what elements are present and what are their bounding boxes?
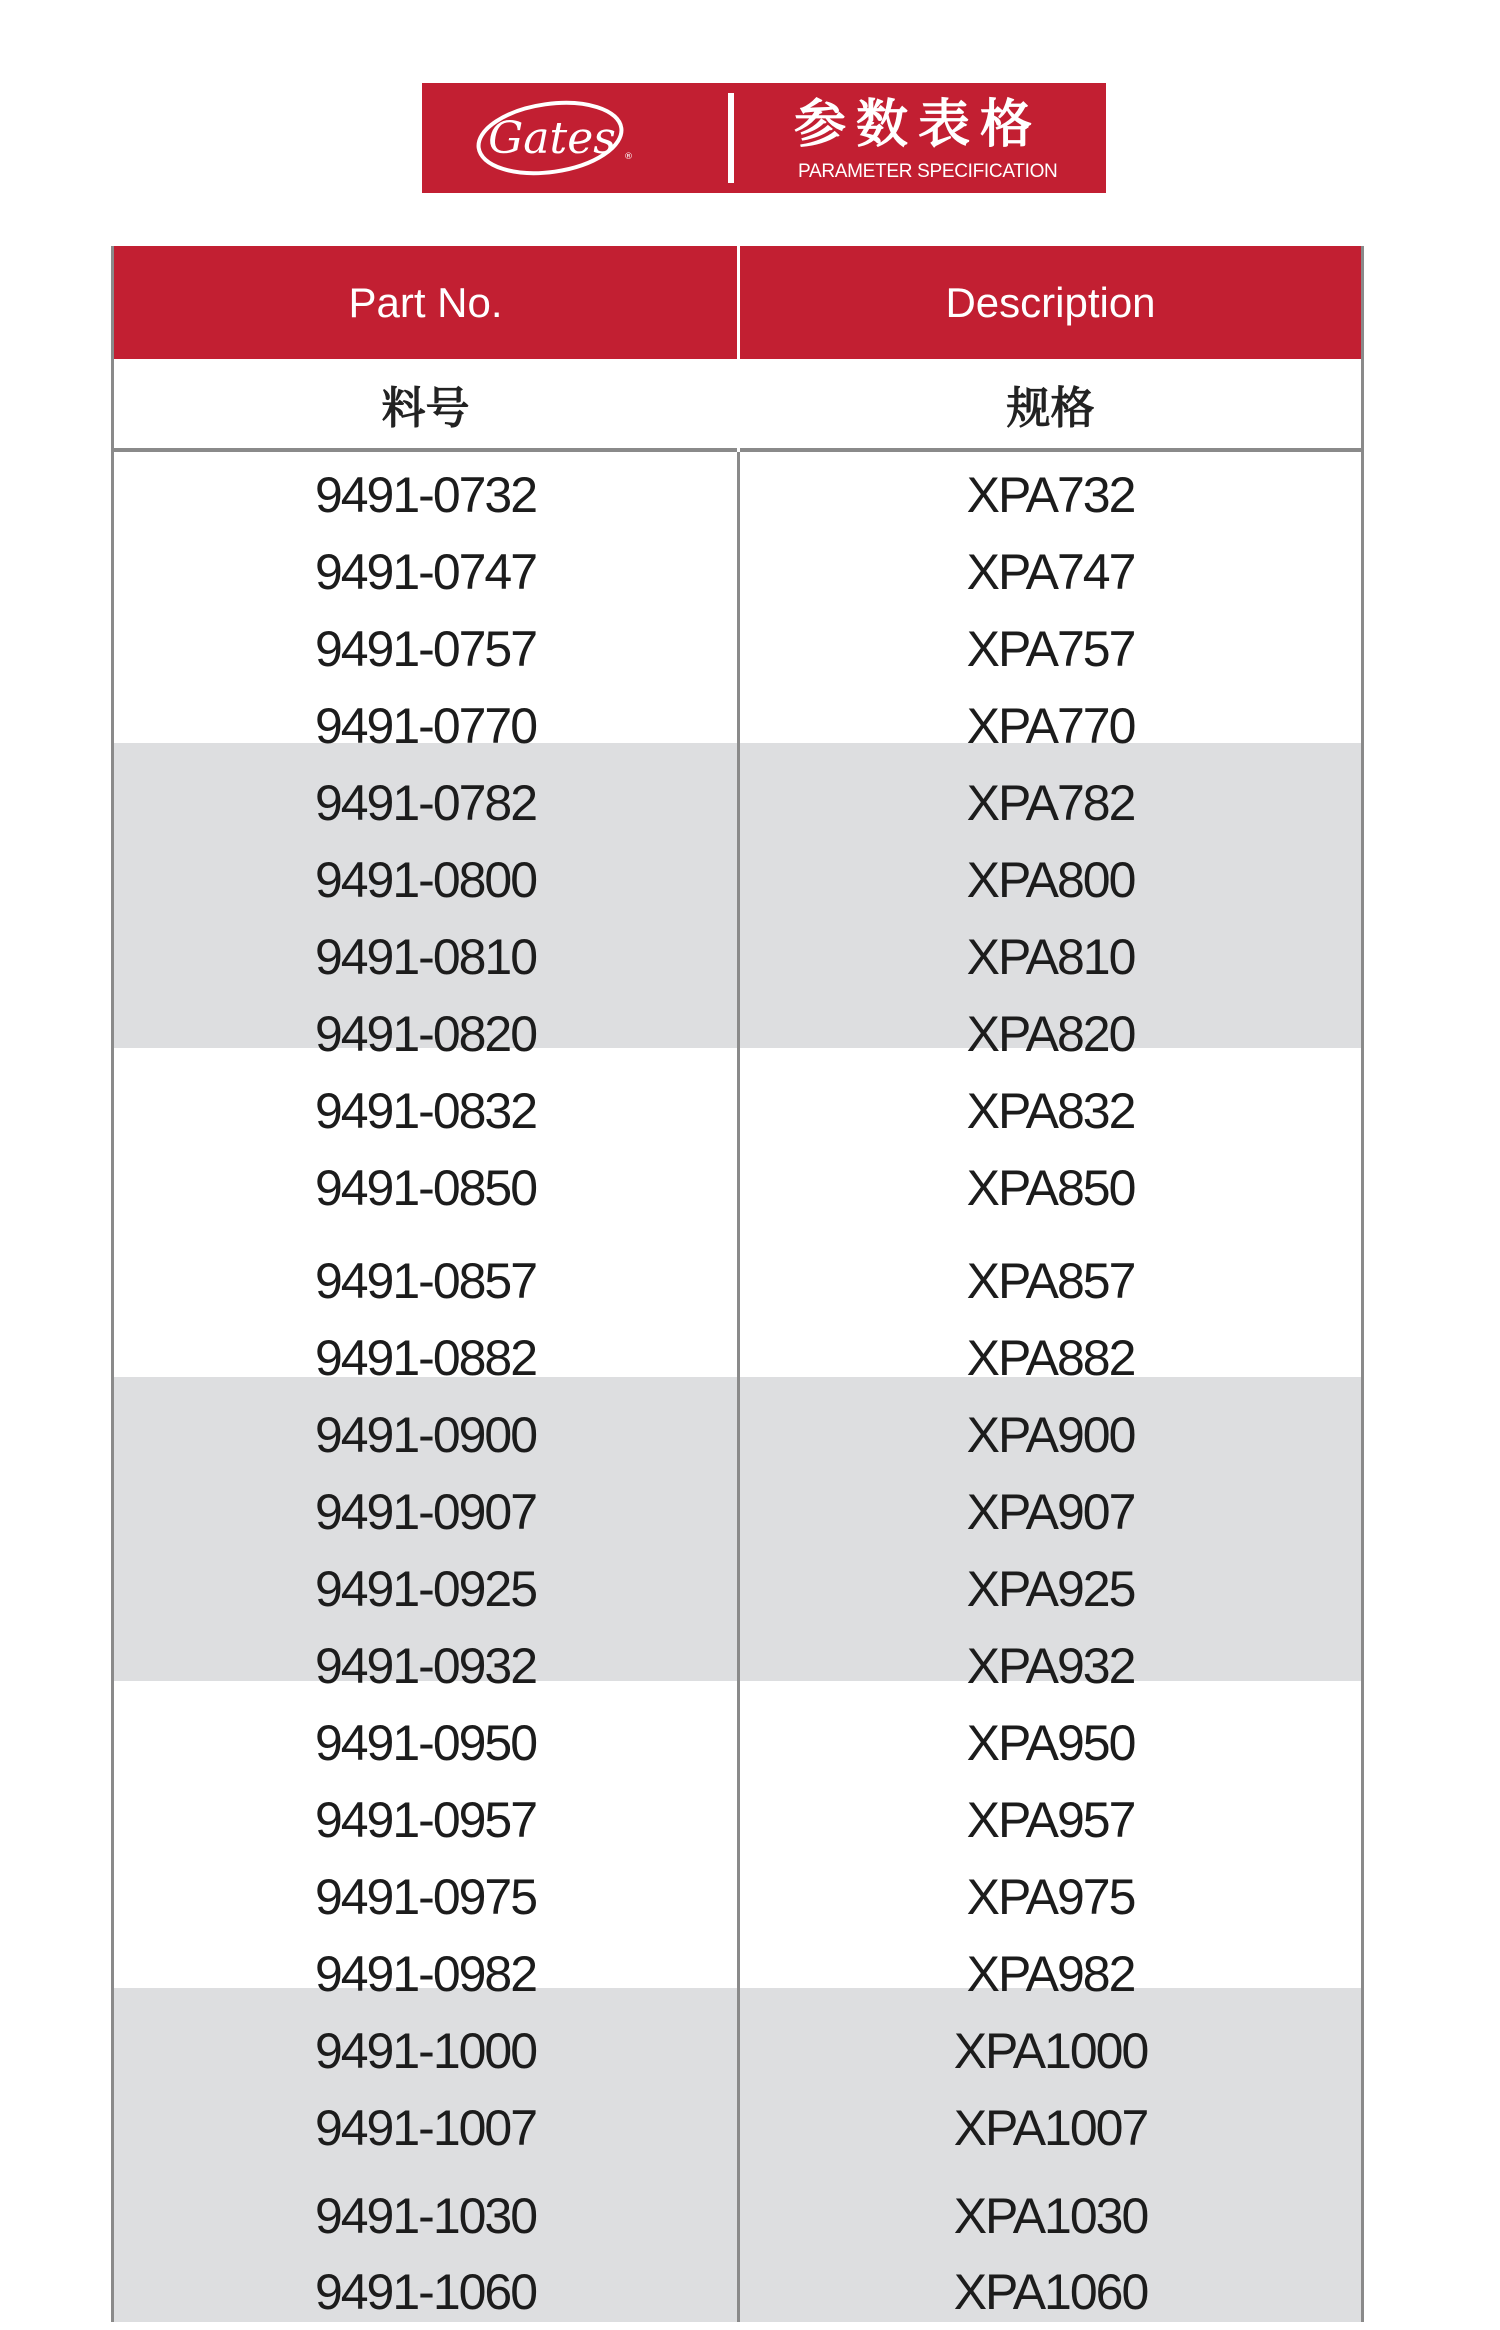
part-no-cell: 9491-1007 xyxy=(314,2100,537,2156)
spec-banner xyxy=(422,83,1106,193)
description-cell: XPA832 xyxy=(966,1083,1135,1139)
table-row xyxy=(114,534,1361,610)
table-row xyxy=(114,1551,1361,1627)
banner-subtitle: PARAMETER SPECIFICATION xyxy=(798,161,1058,182)
table-row xyxy=(114,842,1361,918)
part-no-cell: 9491-0975 xyxy=(314,1869,537,1925)
table-row xyxy=(114,2254,1361,2330)
description-cell: XPA747 xyxy=(966,544,1135,600)
table-row xyxy=(114,1628,1361,1704)
table-row xyxy=(114,1397,1361,1473)
part-no-cell: 9491-0732 xyxy=(314,467,537,523)
part-no-cell: 9491-0882 xyxy=(314,1330,537,1386)
description-cell: XPA925 xyxy=(966,1561,1135,1617)
description-cell: XPA732 xyxy=(966,467,1135,523)
svg-text:®: ® xyxy=(624,152,633,162)
part-no-cell: 9491-0900 xyxy=(314,1407,537,1463)
table-row xyxy=(114,688,1361,764)
header-part-no-zh: 料号 xyxy=(381,382,470,434)
description-cell: XPA1030 xyxy=(953,2188,1148,2244)
description-cell: XPA907 xyxy=(966,1484,1135,1540)
part-no-cell: 9491-0932 xyxy=(314,1638,537,1694)
table-row xyxy=(114,1859,1361,1935)
description-cell: XPA900 xyxy=(966,1407,1135,1463)
table-body xyxy=(114,246,1361,2322)
part-no-cell: 9491-0957 xyxy=(314,1792,537,1848)
table-row xyxy=(114,2178,1361,2254)
part-no-cell: 9491-0850 xyxy=(314,1160,537,1216)
description-cell: XPA1060 xyxy=(953,2264,1148,2320)
table-row xyxy=(114,1243,1361,1319)
part-no-cell: 9491-0857 xyxy=(314,1253,537,1309)
part-no-cell: 9491-0757 xyxy=(314,621,537,677)
parameter-table xyxy=(111,246,1364,2322)
part-no-cell: 9491-0950 xyxy=(314,1715,537,1771)
table-row xyxy=(114,1474,1361,1550)
part-no-cell: 9491-0747 xyxy=(314,544,537,600)
table-row xyxy=(114,1936,1361,2012)
table-row xyxy=(114,996,1361,1072)
part-no-cell: 9491-0907 xyxy=(314,1484,537,1540)
part-no-cell: 9491-0820 xyxy=(314,1006,537,1062)
part-no-cell: 9491-0800 xyxy=(314,852,537,908)
description-cell: XPA932 xyxy=(966,1638,1135,1694)
table-row xyxy=(114,1150,1361,1226)
description-cell: XPA782 xyxy=(966,775,1135,831)
header-description-zh: 规格 xyxy=(1006,382,1095,434)
banner-divider xyxy=(728,93,734,183)
table-row xyxy=(114,2013,1361,2089)
description-cell: XPA850 xyxy=(966,1160,1135,1216)
description-cell: XPA857 xyxy=(966,1253,1135,1309)
description-cell: XPA950 xyxy=(966,1715,1135,1771)
description-cell: XPA800 xyxy=(966,852,1135,908)
description-cell: XPA770 xyxy=(966,698,1135,754)
table-row xyxy=(114,919,1361,995)
header-part-no: Part No. xyxy=(348,278,503,326)
table-row xyxy=(114,765,1361,841)
description-cell: XPA882 xyxy=(966,1330,1135,1386)
description-cell: XPA1007 xyxy=(953,2100,1148,2156)
description-cell: XPA975 xyxy=(966,1869,1135,1925)
table-row xyxy=(114,1320,1361,1396)
part-no-cell: 9491-1030 xyxy=(314,2188,537,2244)
header-description: Description xyxy=(945,278,1156,326)
table-row xyxy=(114,1782,1361,1858)
table-row xyxy=(114,1073,1361,1149)
description-cell: XPA957 xyxy=(966,1792,1135,1848)
part-no-cell: 9491-0770 xyxy=(314,698,537,754)
table-row xyxy=(114,2090,1361,2166)
gates-logo-text: Gates xyxy=(488,113,616,164)
description-cell: XPA810 xyxy=(966,929,1135,985)
part-no-cell: 9491-1000 xyxy=(314,2023,537,2079)
description-cell: XPA1000 xyxy=(953,2023,1148,2079)
part-no-cell: 9491-0810 xyxy=(314,929,537,985)
description-cell: XPA982 xyxy=(966,1946,1135,2002)
part-no-cell: 9491-0832 xyxy=(314,1083,537,1139)
description-cell: XPA757 xyxy=(966,621,1135,677)
banner-title: 参数表格 xyxy=(794,95,1043,155)
table-row xyxy=(114,611,1361,687)
part-no-cell: 9491-0925 xyxy=(314,1561,537,1617)
gates-logo xyxy=(472,97,632,179)
part-no-cell: 9491-0782 xyxy=(314,775,537,831)
table-row xyxy=(114,457,1361,533)
description-cell: XPA820 xyxy=(966,1006,1135,1062)
table-row xyxy=(114,1705,1361,1781)
part-no-cell: 9491-0982 xyxy=(314,1946,537,2002)
part-no-cell: 9491-1060 xyxy=(314,2264,537,2320)
